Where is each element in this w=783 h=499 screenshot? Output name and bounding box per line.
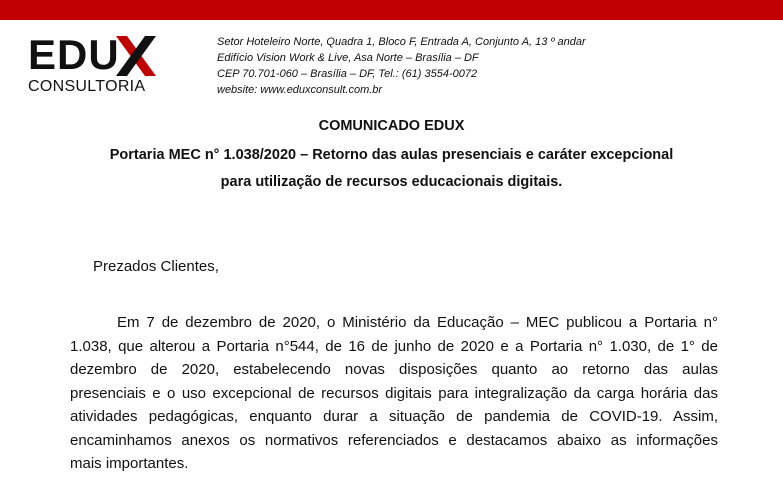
body-paragraph [70, 311, 718, 476]
address-line: Edifício Vision Work & Live, Asa Norte – Brasília – DF [217, 52, 479, 64]
logo-subtitle: CONSULTORIA [28, 78, 146, 95]
paragraph-line: atividades pedagógicas, enquanto durar a situação de pandemia de COVID-19. Assim, [70, 408, 718, 425]
company-address [217, 34, 586, 98]
document-subtitle-line-2: para utilização de recursos educacionais digitais. [220, 174, 563, 190]
logo-wordmark: EDU [28, 31, 120, 78]
paragraph-line: presenciais e o uso excepcional de recursos digitais para integralização da carga horária das [70, 384, 718, 402]
top-red-bar [0, 0, 783, 20]
paragraph-line: encaminhamos anexos os normativos referenciados e destacamos abaixo as informações [70, 431, 718, 449]
paragraph-line: 1.038, que alterou a Portaria n°544, de 16 de junho de 2020 e a Portaria n° 1.030, de 1° de [70, 337, 718, 355]
website-line: website: www.eduxconsult.com.br [217, 84, 383, 96]
paragraph-line: mais importantes. [70, 455, 189, 472]
document-title: COMUNICADO EDUX [318, 118, 465, 134]
address-line: Setor Hoteleiro Norte, Quadra 1, Bloco F, Entrada A, Conjunto A, 13 º andar [217, 36, 586, 48]
greeting: Prezados Clientes, [93, 258, 219, 275]
paragraph-line: Em 7 de dezembro de 2020, o Ministério da Educação – MEC publicou a Portaria n° [117, 314, 718, 331]
paragraph-line: dezembro de 2020, estabelecendo novas disposições quanto ao retorno das aulas [70, 361, 718, 378]
logo-x-mark [116, 36, 156, 76]
address-line: CEP 70.701-060 – Brasília – DF, Tel.: (61) 3554-0072 [217, 68, 478, 80]
document-subtitle-line-1: Portaria MEC n° 1.038/2020 – Retorno das aulas presenciais e caráter excepcional [109, 147, 674, 163]
edux-logo [28, 31, 158, 98]
